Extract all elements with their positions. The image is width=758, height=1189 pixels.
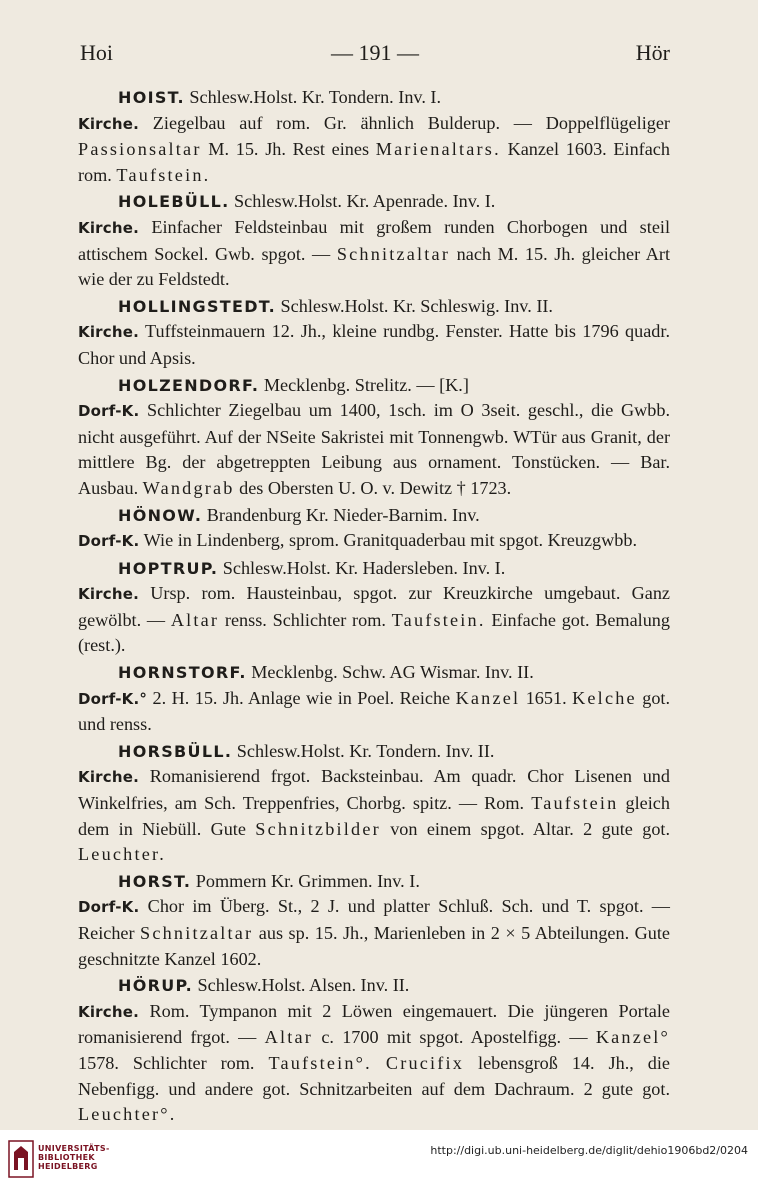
entry-emphasis: Taufstein°.: [268, 1052, 372, 1073]
entry-text: got. und renss.: [78, 687, 671, 735]
library-name: [38, 1144, 110, 1171]
entry-text: renss. Schlichter rom.: [219, 609, 392, 630]
entry-location: Schlesw.Holst. Kr. Tondern. Inv. II.: [232, 740, 495, 761]
footer-bar: [0, 1130, 758, 1189]
entry-location: Schlesw.Holst. Kr. Tondern. Inv. I.: [184, 87, 442, 107]
entry-label: Dorf-K.°: [78, 689, 148, 708]
page-number: — 191 —: [331, 40, 419, 65]
entry-label: Dorf-K.: [78, 402, 140, 421]
entry-text: gleich dem in Niebüll. Gute: [78, 793, 670, 839]
entries-text: [78, 85, 670, 1128]
entry-text: 2. H. 15. Jh. Anlage wie in Poel. Reiche: [147, 687, 456, 708]
entry-text: Tuffsteinmauern 12. Jh., kleine rundbg. Fenster. Hatte bis 1796 quadr. Chor und Apsis.: [78, 321, 670, 368]
entry-heading: HORNSTORF.: [118, 663, 247, 683]
entry-text: 1578. Schlichter rom.: [78, 1052, 269, 1073]
entry-text: Chor im Überg. St., 2 J. und platter Schluß. Sch. und T. spgot. — Reicher: [78, 896, 670, 943]
entry-emphasis: Leuchter.: [78, 844, 166, 865]
entry-emphasis: Schnitzbilder: [255, 818, 381, 839]
entry-emphasis: Altar: [264, 1027, 314, 1048]
entry-location: Pommern Kr. Grimmen. Inv. I.: [191, 870, 420, 891]
entry-label: Kirche.: [78, 218, 140, 237]
entry-text: c. 1700 mit spgot. Apostelfigg. —: [313, 1027, 596, 1048]
entry-heading: HOLLINGSTEDT.: [118, 296, 276, 316]
entry-text: Ziegelbau auf rom. Gr. ähnlich Bulderup. — Doppelflügeliger: [139, 112, 670, 133]
entry-emphasis: Passionsaltar: [78, 139, 202, 160]
entry-text: Schlichter Ziegelbau um 1400, 1sch. im O 3seit. geschl., die Gwbb. nicht ausgeführt. Auf der NSeite Sakristei mit Tonnengwb. WTür aus Granit, der mittlere Bg. der abgetreppten Leibung aus ornament. Tonstücken. — Bar. Ausbau.: [78, 400, 670, 498]
entry-text: Wie in Lindenberg, sprom. Granitquaderbau mit spgot. Kreuzgwbb.: [139, 530, 638, 551]
entry-emphasis: Wandgrab: [142, 477, 235, 498]
entry-emphasis: Leuchter°.: [78, 1104, 177, 1125]
source-url-link[interactable]: http://digi.ub.uni-heidelberg.de/diglit/dehio1906bd2/0204: [430, 1144, 748, 1157]
entry-text: 1651.: [520, 687, 573, 708]
entry-emphasis: Altar: [170, 609, 220, 630]
entry-hornstorf: [78, 660, 670, 738]
entry-hollingstedt: [78, 294, 670, 372]
library-name-line: HEIDELBERG: [38, 1162, 98, 1171]
entry-emphasis: Marienaltars.: [375, 139, 501, 160]
entry-text: M. 15. Jh. Rest eines: [201, 139, 376, 160]
entry-hoptrup: [78, 556, 670, 659]
entry-label: Kirche.: [78, 323, 140, 342]
entry-holzendorf: [78, 373, 670, 502]
entry-location: Schlesw.Holst. Alsen. Inv. II.: [192, 975, 410, 996]
entry-text: nach M. 15. Jh. gleicher Art wie der zu Feldstedt.: [78, 243, 670, 290]
entry-location: Brandenburg Kr. Nieder-Barnim. Inv.: [202, 504, 480, 525]
entry-text: von einem spgot. Altar. 2 gute got.: [380, 818, 671, 839]
entry-horsbuell: [78, 739, 670, 868]
entry-text: Einfacher Feldsteinbau mit großem runden Chorbogen und steil attischem Sockel. Gwb. spgot. —: [78, 216, 670, 264]
entry-text: lebensgroß 14. Jh., die Nebenfigg. und andere got. Schnitzarbeiten auf dem Dachraum. 2 gute got.: [78, 1052, 670, 1099]
entry-text: Einfache got. Bemalung (rest.).: [78, 609, 670, 656]
entry-heading: HOLEBÜLL.: [118, 192, 230, 212]
entry-emphasis: Crucifix: [385, 1052, 465, 1073]
running-head-right: Hör: [635, 40, 670, 65]
entry-emphasis: Kelche: [572, 687, 637, 708]
running-head: [80, 40, 670, 70]
entry-label: Kirche.: [78, 114, 140, 133]
entry-heading: HOLZENDORF.: [118, 375, 260, 395]
entry-emphasis: Kanzel: [455, 687, 521, 708]
entry-location: Mecklenbg. Strelitz. — [K.]: [259, 374, 469, 395]
running-head-left: Hoi: [80, 40, 113, 65]
entry-hoenow: [78, 503, 670, 555]
entry-heading: HOPTRUP.: [118, 558, 219, 578]
entry-text: aus sp. 15. Jh., Marienleben in 2 × 5 Abteilungen. Gute geschnitzte Kanzel 1602.: [78, 923, 670, 969]
library-seal-icon: [8, 1140, 34, 1178]
entry-label: Kirche.: [78, 768, 140, 787]
entry-label: Dorf-K.: [78, 532, 140, 551]
entry-emphasis: Kanzel°: [595, 1027, 671, 1048]
entry-text: Ursp. rom. Hausteinbau, spgot. zur Kreuzkirche umgebaut. Ganz gewölbt. —: [78, 583, 670, 630]
entry-label: Kirche.: [78, 585, 140, 604]
entry-heading: HORST.: [118, 871, 192, 891]
entry-text: des Obersten U. O. v. Dewitz † 1723.: [234, 477, 512, 498]
entry-text: Romanisierend frgot. Backsteinbau. Am quadr. Chor Lisenen und Winkelfries, am Sch. Treppenfries, Chorbg. spitz. — Rom.: [78, 766, 670, 814]
entry-horst: [78, 869, 670, 972]
entry-heading: HÖNOW.: [118, 505, 203, 525]
entry-hoerup: [78, 973, 670, 1128]
entry-heading: HORSBÜLL.: [118, 741, 233, 761]
library-name-line: BIBLIOTHEK: [38, 1153, 95, 1162]
entry-location: Schlesw.Holst. Kr. Apenrade. Inv. I.: [229, 191, 496, 212]
entry-location: Schlesw.Holst. Kr. Schleswig. Inv. II.: [275, 295, 553, 316]
entry-text: Rom. Tympanon mit 2 Löwen eingemauert. Die jüngeren Portale romanisierend frgot. —: [78, 1000, 670, 1048]
entry-label: Kirche.: [78, 1002, 140, 1021]
entry-heading: HÖRUP.: [118, 976, 193, 996]
library-name-line: UNIVERSITÄTS-: [38, 1144, 110, 1153]
entry-emphasis: Taufstein.: [391, 609, 486, 630]
entry-label: Dorf-K.: [78, 898, 140, 917]
entry-emphasis: Schnitzaltar: [336, 243, 451, 264]
entry-emphasis: Taufstein: [531, 793, 619, 814]
entry-holebuell: [78, 189, 670, 292]
entry-emphasis: Schnitzaltar: [140, 923, 254, 943]
entry-location: Schlesw.Holst. Kr. Hadersleben. Inv. I.: [218, 557, 506, 578]
entry-location: Mecklenbg. Schw. AG Wismar. Inv. II.: [246, 662, 534, 683]
entry-text: Kanzel 1603. Einfach rom.: [78, 139, 670, 185]
entry-heading: HOIST.: [118, 88, 185, 107]
entry-emphasis: Taufstein.: [116, 164, 211, 185]
entry-text: [372, 1053, 386, 1073]
entry-hoist: [78, 85, 670, 188]
